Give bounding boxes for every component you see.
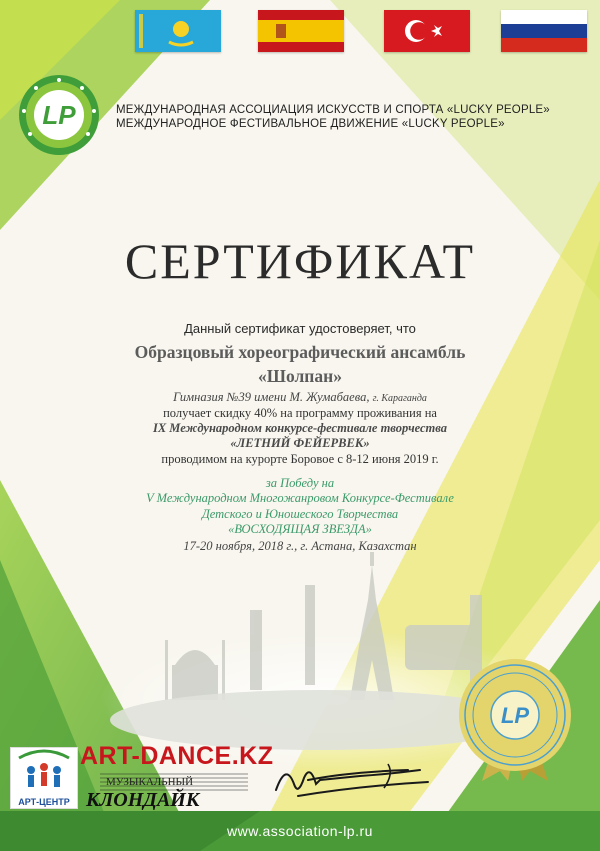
art-center-label: АРТ-ЦЕНТР	[18, 797, 70, 807]
certificate-intro: Данный сертификат удостоверяет, что	[184, 321, 416, 336]
lucky-people-logo	[18, 74, 100, 156]
art-center-figures-icon	[11, 748, 77, 792]
turkey-flag-icon	[384, 10, 470, 52]
signature	[268, 756, 438, 806]
school-name: Гимназия №39 имени М. Жумабаева,	[173, 390, 373, 404]
art-center-logo	[10, 747, 78, 809]
organization-header	[116, 103, 586, 131]
recipient-name-line-1: Образцовый хореографический ансамбль	[134, 342, 466, 362]
organization-line-1: МЕЖДУНАРОДНАЯ АССОЦИАЦИЯ ИСКУССТВ И СПОРТА «LUCKY PEOPLE»	[116, 104, 550, 116]
musical-klondike-logo	[82, 770, 250, 810]
logo-text: LP	[42, 100, 76, 130]
recipient-school	[0, 390, 600, 405]
festival-name-line-2: «ЛЕТНИЙ ФЕЙЕРВЕК»	[230, 436, 370, 450]
organization-line-2: МЕЖДУНАРОДНОЕ ФЕСТИВАЛЬНОЕ ДВИЖЕНИЕ «LUCKY PEOPLE»	[116, 118, 505, 130]
footer-website-link[interactable]: www.association-lp.ru	[227, 823, 373, 839]
award-line-4: «ВОСХОДЯЩАЯ ЗВЕЗДА»	[228, 522, 372, 536]
certificate-title: СЕРТИФИКАТ	[124, 233, 476, 289]
klondike-top-text: МУЗЫКАЛЬНЫЙ	[106, 776, 194, 788]
spain-flag-icon	[258, 10, 344, 52]
festival-location: проводимом на курорте Боровое с 8-12 июня 2019 г.	[161, 452, 439, 466]
official-seal	[452, 655, 578, 781]
kazakhstan-flag-icon	[135, 10, 221, 52]
festival-name-line-1: IX Международном конкурсе-фестивале творчества	[152, 421, 448, 435]
recipient-name-line-2: «Шолпан»	[258, 366, 342, 386]
russia-flag-icon	[501, 10, 587, 52]
discount-text: получает скидку 40% на программу проживания на	[163, 406, 437, 420]
seal-text: LP	[500, 703, 530, 728]
school-city: г. Караганда	[372, 393, 427, 404]
award-line-2: V Международном Многожанровом Конкурсе-Фестивале	[146, 491, 454, 505]
art-dance-logo: ART-DANCE.KZ	[80, 742, 274, 770]
klondike-bottom-text: КЛОНДАЙК	[86, 789, 200, 810]
award-dates: 17-20 ноября, 2018 г., г. Астана, Казахстан	[183, 539, 417, 553]
award-line-1: за Победу на	[265, 476, 335, 490]
award-line-3: Детского и Юношеского Творчества	[201, 507, 399, 521]
